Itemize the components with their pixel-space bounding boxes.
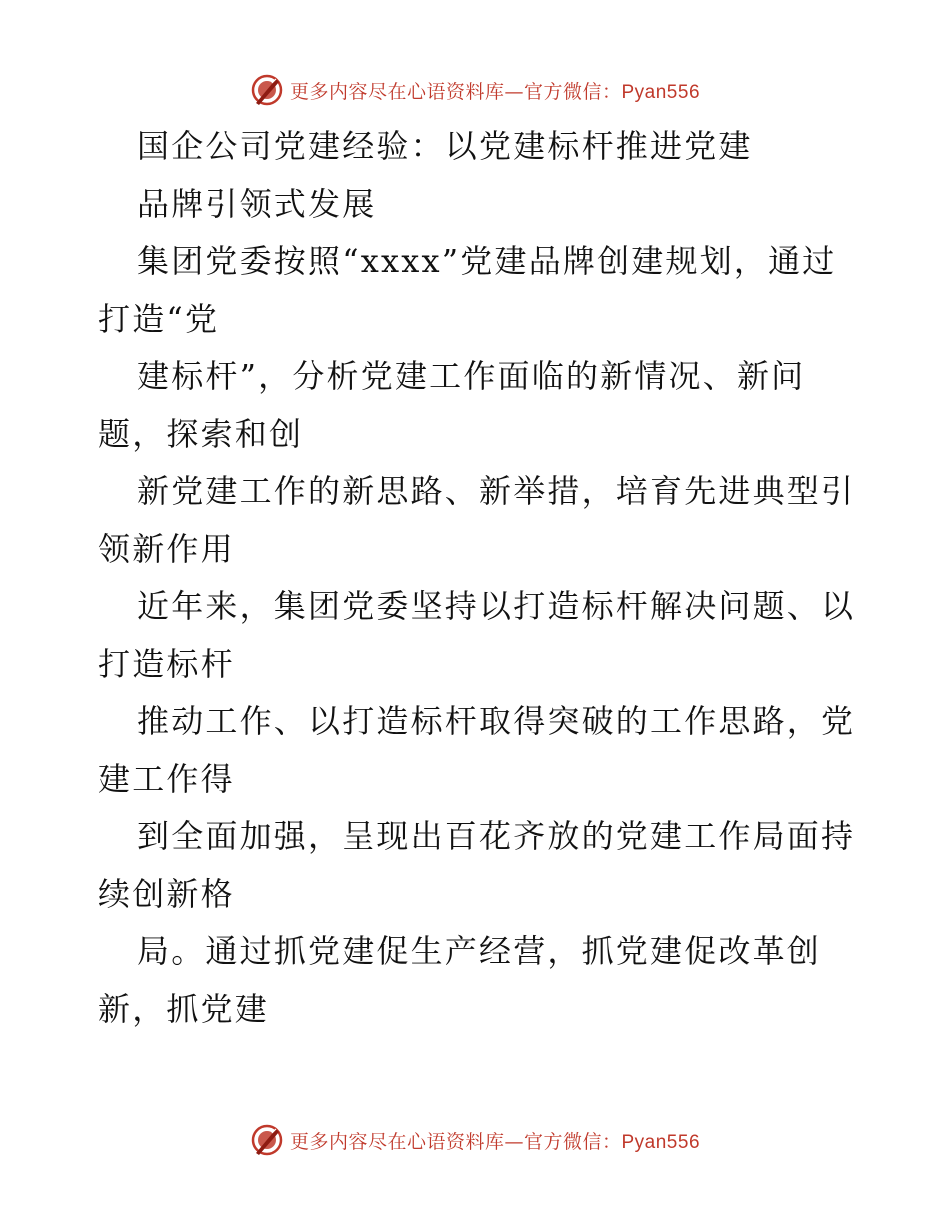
- header-watermark-text: 更多内容尽在心语资料库—官方微信：Pyan556: [289, 80, 701, 103]
- paragraph-4: 近年来，集团党委坚持以打造标杆解决问题、以 打造标杆: [98, 587, 856, 683]
- paragraph-1: 集团党委按照“xxxx”党建品牌创建规划，通过 打造“党: [98, 242, 837, 338]
- paragraph-6: 到全面加强，呈现出百花齐放的党建工作局面持 续创新格: [98, 817, 856, 913]
- footer-watermark-text: 更多内容尽在心语资料库—官方微信：Pyan556: [289, 1130, 701, 1153]
- paragraph-3: 新党建工作的新思路、新举措，培育先进典型引 领新作用: [98, 472, 856, 568]
- paragraph-7: 局。通过抓党建促生产经营，抓党建促改革创 新，抓党建: [98, 932, 822, 1028]
- quill-pen-seal-icon: [250, 73, 284, 107]
- footer-watermark-banner: [0, 1120, 950, 1160]
- paragraph-2: 建标杆”，分析党建工作面临的新情况、新问 题，探索和创: [98, 357, 806, 453]
- header-watermark-banner: [0, 70, 950, 110]
- title-line-2: 品牌引领式发展: [137, 184, 377, 223]
- footer-wechat-handle: Pyan556: [621, 1131, 701, 1153]
- paragraph-5: 推动工作、以打造标杆取得突破的工作思路，党 建工作得: [98, 702, 856, 798]
- title-line-1: 国企公司党建经验：以党建标杆推进党建: [137, 127, 753, 165]
- document-body: [98, 118, 858, 1038]
- quill-pen-seal-icon: [250, 1123, 284, 1157]
- header-wechat-handle: Pyan556: [621, 81, 701, 103]
